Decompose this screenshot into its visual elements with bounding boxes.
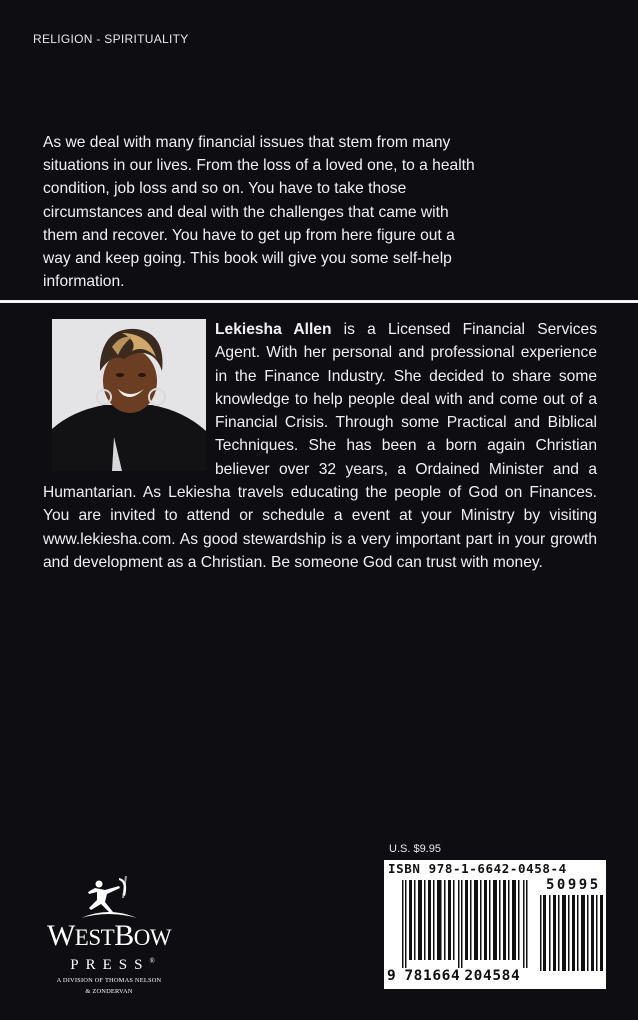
isbn-barcode xyxy=(384,860,606,989)
publisher-division-2: & ZONDERVAN xyxy=(85,988,133,995)
author-bio-text: is a Licensed Financial Services Agent. With her personal and professional experience in the Finance Industry. She decided to share some knowledge to help people deal with and come out of a Financial Crisis. Through some Practical and Biblical Techniques. She has been a born again Christian believer over 32 years, a Ordained Minister and a Humantarian. As Lekiesha travels educating the people of God on Finances. You are invited to attend or schedule a event at your Ministry by visiting www.lekiesha.com. As good stewardship is a very important part in your growth and development as a Christian. Be someone God can trust with money. xyxy=(43,321,597,571)
barcode-bars-icon xyxy=(402,880,528,968)
addon-code: 50995 xyxy=(546,877,601,893)
section-divider xyxy=(0,300,638,303)
publisher-press: PRESS® xyxy=(70,957,155,973)
archer-logo-icon xyxy=(79,874,139,920)
publisher-name: WESTBOW xyxy=(46,919,172,952)
publisher-logo xyxy=(24,874,194,996)
isbn-text: ISBN 978-1-6642-0458-4 xyxy=(388,861,567,876)
price-label: U.S. $9.95 xyxy=(389,843,441,855)
publisher-division: A DIVISION OF THOMAS NELSON xyxy=(56,977,162,984)
author-name: Lekiesha Allen xyxy=(215,321,332,338)
book-blurb: As we deal with many financial issues that stem from many situations in our lives. From the loss of a loved one, to a health condition, job loss and so on. You have to take those circumstances and deal with the challenges that came with them and recover. You have to get up from here figure out a way and keep going. This book will give you some self-help information. xyxy=(43,134,475,291)
category-label: RELIGION - SPIRITUALITY xyxy=(33,32,189,46)
ean-digits: 9 781664 204584 xyxy=(387,968,521,984)
addon-bars-icon xyxy=(540,895,605,971)
author-bio xyxy=(43,318,597,574)
